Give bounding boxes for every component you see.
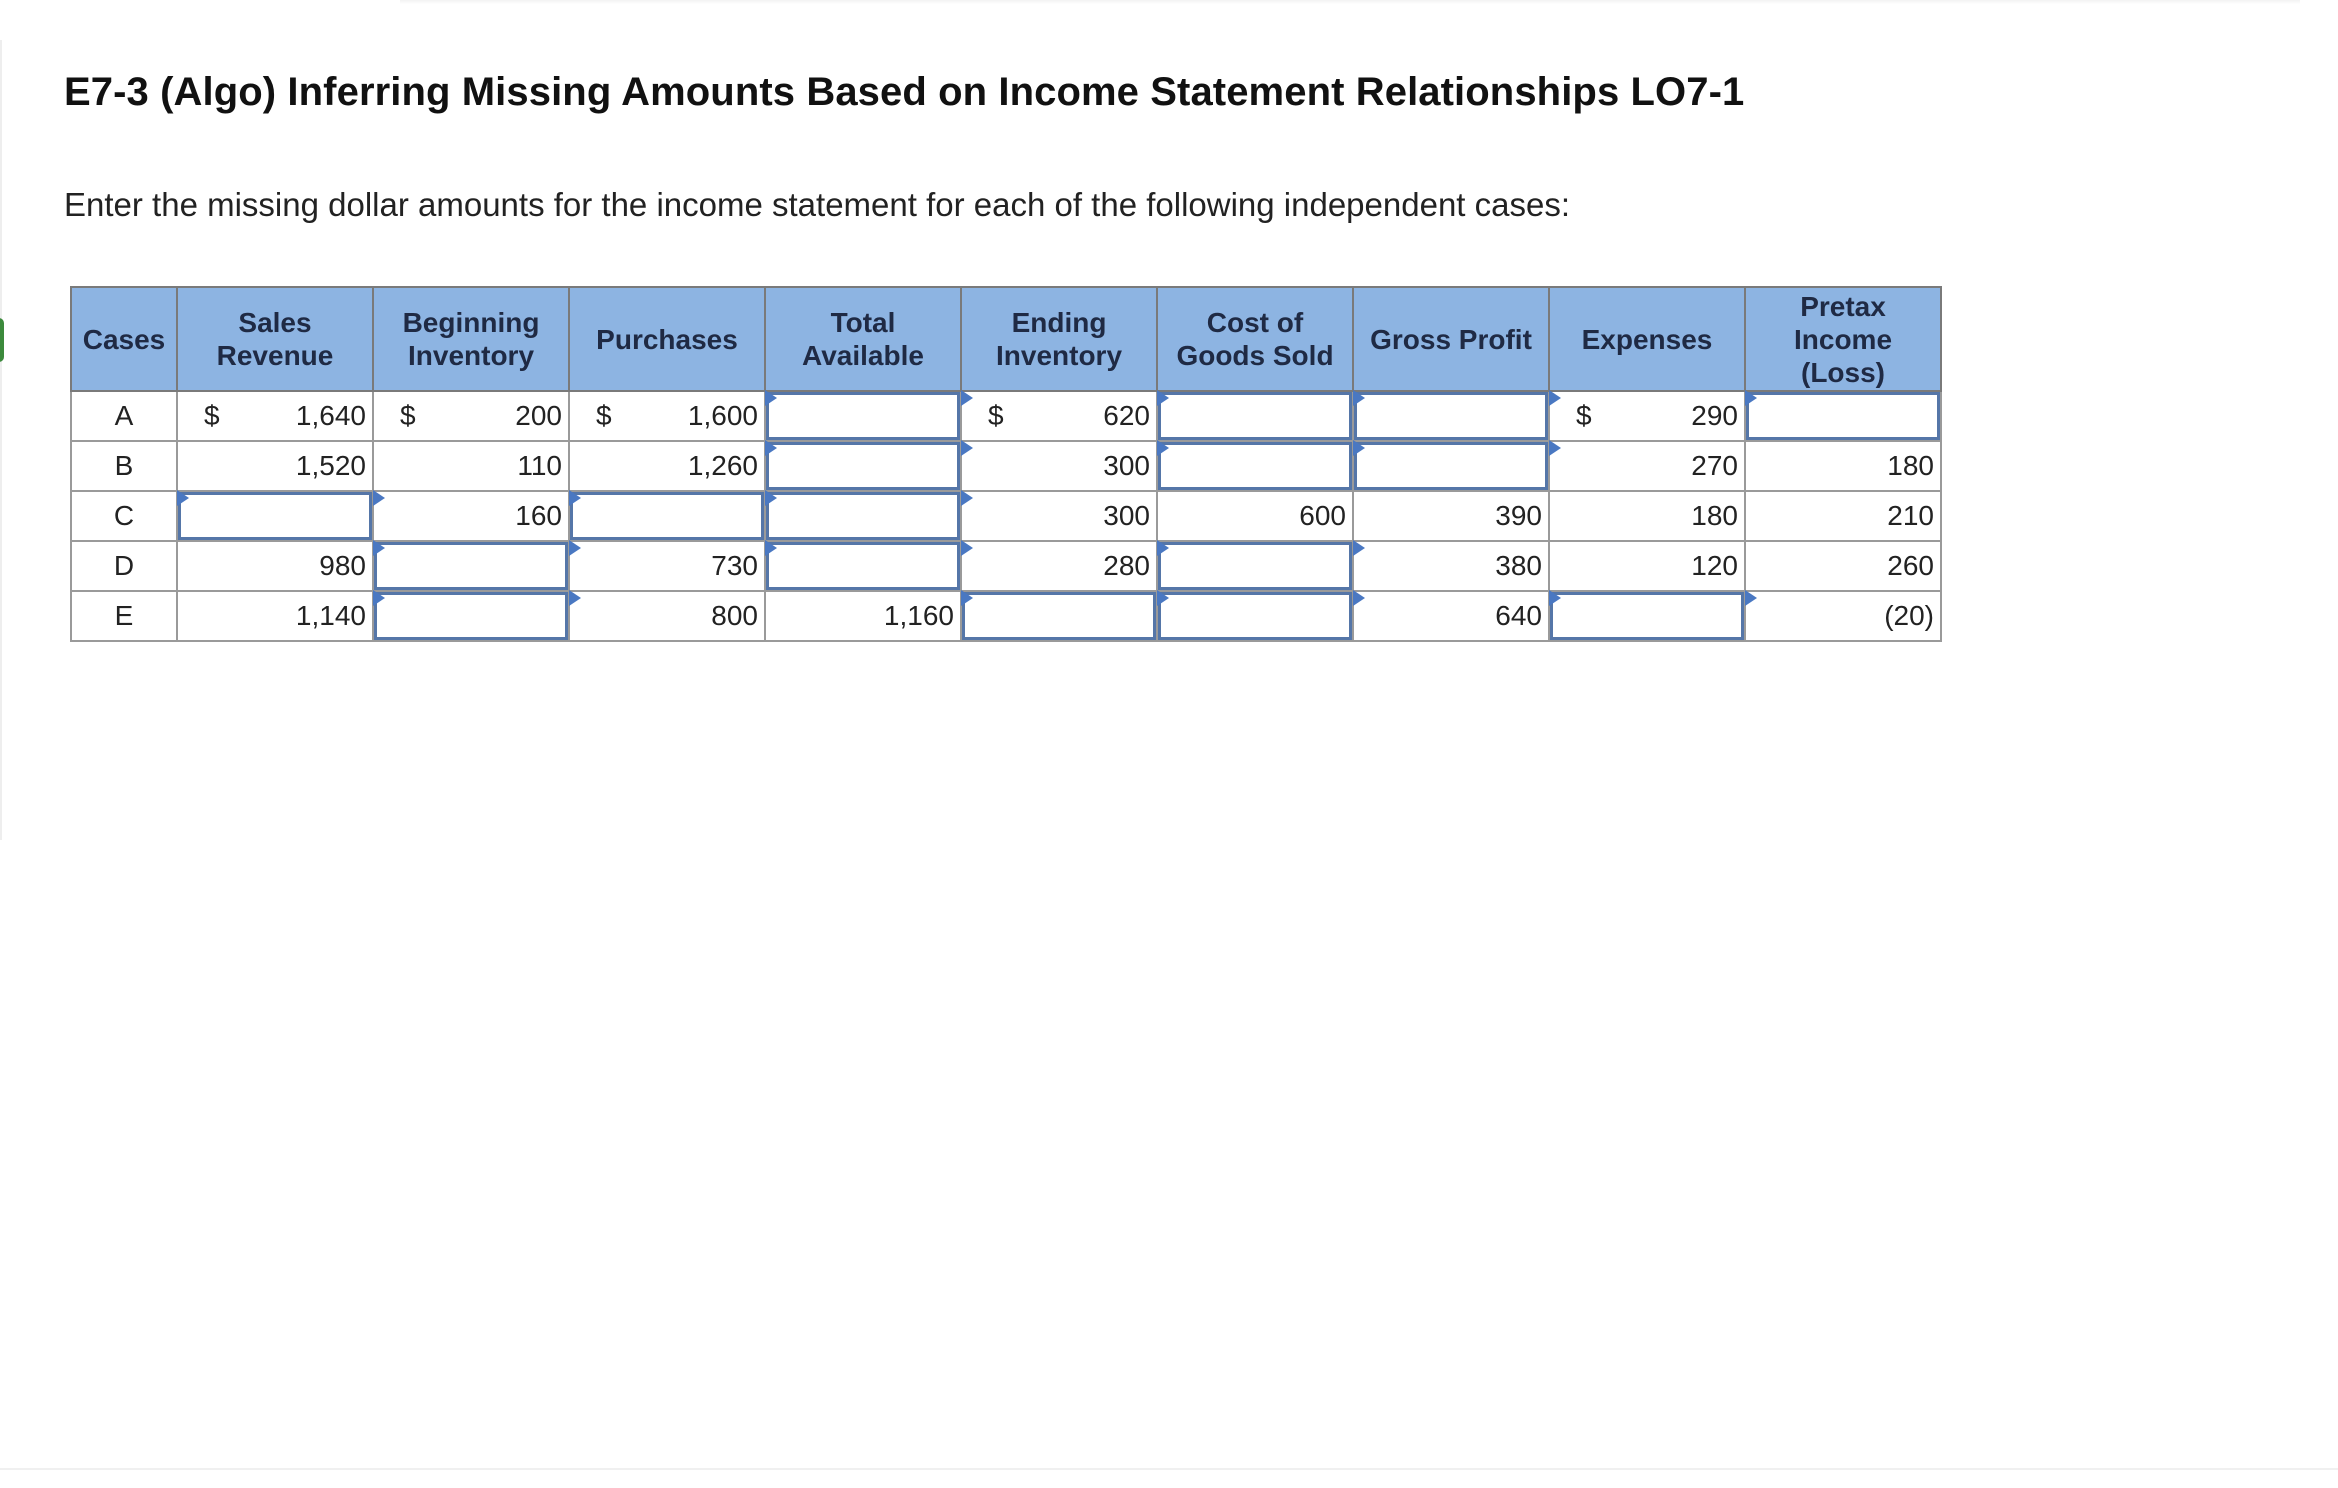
purchases-value: 1,260 (687, 450, 758, 481)
sales-revenue-cell (177, 591, 373, 641)
case-label: D (71, 541, 177, 591)
purchases-input-c[interactable] (570, 492, 764, 540)
header-total-available: Total Available (765, 287, 961, 391)
ending-inventory-value: 300 (1103, 500, 1150, 531)
cell-content (178, 543, 372, 589)
pretax-income-value: 210 (1887, 500, 1934, 531)
table-row (71, 491, 1941, 541)
expenses-value: 270 (1691, 450, 1738, 481)
instructions-text: Enter the missing dollar amounts for the income statement for each of the following independent cases: (64, 186, 1571, 223)
cell-content (1158, 493, 1352, 539)
cell-content (766, 593, 960, 639)
purchases-value: 730 (711, 550, 758, 581)
cell-content (1550, 543, 1744, 589)
pretax-income-input-a[interactable] (1746, 392, 1940, 440)
gross-profit-cell (1353, 391, 1549, 441)
pretax-income-cell (1745, 491, 1941, 541)
gross-profit-cell (1353, 591, 1549, 641)
beginning-inventory-value: 200 (515, 400, 562, 431)
cell-content (1550, 393, 1744, 439)
beginning-inventory-input-d[interactable] (374, 542, 568, 590)
case-label: B (71, 441, 177, 491)
purchases-value: 1,600 (687, 400, 758, 431)
ending-inventory-input-e[interactable] (962, 592, 1156, 640)
header-pretax-income: Pretax Income (Loss) (1745, 287, 1941, 391)
cell-content (570, 443, 764, 489)
cell-content (570, 593, 764, 639)
beginning-inventory-input-e[interactable] (374, 592, 568, 640)
case-label: E (71, 591, 177, 641)
income-statement-worksheet (70, 286, 1942, 642)
gross-profit-cell (1353, 541, 1549, 591)
gross-profit-cell (1353, 441, 1549, 491)
ending-inventory-cell (961, 541, 1157, 591)
expenses-value: 120 (1691, 550, 1738, 581)
cell-content (962, 443, 1156, 489)
sales-revenue-value: 1,640 (295, 400, 366, 431)
cell-content (1550, 493, 1744, 539)
cost-of-goods-sold-input-a[interactable] (1158, 392, 1352, 440)
expenses-cell (1549, 591, 1745, 641)
sales-revenue-cell (177, 441, 373, 491)
cell-content (374, 443, 568, 489)
expenses-cell (1549, 541, 1745, 591)
header-ending-inventory: Ending Inventory (961, 287, 1157, 391)
cell-content (570, 393, 764, 439)
dollar-sign: $ (204, 400, 220, 431)
cell-content (1550, 443, 1744, 489)
cell-content (1746, 593, 1940, 639)
cell-content (962, 493, 1156, 539)
ending-inventory-cell (961, 391, 1157, 441)
progress-marker (0, 318, 4, 362)
cost-of-goods-sold-cell (1157, 541, 1353, 591)
sales-revenue-cell (177, 541, 373, 591)
cell-content (178, 393, 372, 439)
expenses-cell (1549, 441, 1745, 491)
sales-revenue-cell (177, 491, 373, 541)
cost-of-goods-sold-input-e[interactable] (1158, 592, 1352, 640)
bottom-divider (0, 1468, 2338, 1470)
header-expenses: Expenses (1549, 287, 1745, 391)
cell-content (1354, 543, 1548, 589)
header-row (71, 287, 1941, 391)
purchases-cell (569, 491, 765, 541)
cell-content (178, 593, 372, 639)
total-available-cell (765, 541, 961, 591)
pretax-income-value: 260 (1887, 550, 1934, 581)
pretax-income-cell (1745, 391, 1941, 441)
gross-profit-value: 380 (1495, 550, 1542, 581)
table-row (71, 591, 1941, 641)
header-cases: Cases (71, 287, 177, 391)
dollar-sign: $ (400, 400, 416, 431)
cell-content (962, 543, 1156, 589)
gross-profit-value: 390 (1495, 500, 1542, 531)
table-row (71, 541, 1941, 591)
cost-of-goods-sold-cell (1157, 591, 1353, 641)
cell-content (374, 493, 568, 539)
cell-content (1746, 443, 1940, 489)
top-shadow (400, 0, 2300, 4)
header-gross-profit: Gross Profit (1353, 287, 1549, 391)
cost-of-goods-sold-cell (1157, 491, 1353, 541)
gross-profit-input-b[interactable] (1354, 442, 1548, 490)
total-available-cell (765, 491, 961, 541)
cost-of-goods-sold-value: 600 (1299, 500, 1346, 531)
pretax-income-cell (1745, 591, 1941, 641)
total-available-input-d[interactable] (766, 542, 960, 590)
ending-inventory-value: 300 (1103, 450, 1150, 481)
pretax-income-cell (1745, 441, 1941, 491)
header-sales-revenue: Sales Revenue (177, 287, 373, 391)
beginning-inventory-cell (373, 441, 569, 491)
ending-inventory-value: 280 (1103, 550, 1150, 581)
gross-profit-value: 640 (1495, 600, 1542, 631)
gross-profit-input-a[interactable] (1354, 392, 1548, 440)
total-available-value: 1,160 (883, 600, 954, 631)
cell-content (178, 443, 372, 489)
worksheet-body (71, 391, 1941, 641)
expenses-cell (1549, 391, 1745, 441)
purchases-value: 800 (711, 600, 758, 631)
expenses-value: 290 (1691, 400, 1738, 431)
cost-of-goods-sold-cell (1157, 391, 1353, 441)
sales-revenue-value: 1,140 (295, 600, 366, 631)
beginning-inventory-cell (373, 391, 569, 441)
total-available-input-a[interactable] (766, 392, 960, 440)
beginning-inventory-cell (373, 491, 569, 541)
expenses-value: 180 (1691, 500, 1738, 531)
cost-of-goods-sold-input-d[interactable] (1158, 542, 1352, 590)
cell-content (374, 393, 568, 439)
worksheet-header (71, 287, 1941, 391)
total-available-cell (765, 441, 961, 491)
header-cost-of-goods-sold: Cost of Goods Sold (1157, 287, 1353, 391)
cost-of-goods-sold-input-b[interactable] (1158, 442, 1352, 490)
sales-revenue-value: 980 (319, 550, 366, 581)
beginning-inventory-value: 110 (517, 450, 562, 481)
table-row (71, 391, 1941, 441)
left-edge-divider (0, 40, 2, 840)
sales-revenue-cell (177, 391, 373, 441)
ending-inventory-cell (961, 491, 1157, 541)
ending-inventory-cell (961, 441, 1157, 491)
gross-profit-cell (1353, 491, 1549, 541)
ending-inventory-cell (961, 591, 1157, 641)
total-available-cell (765, 391, 961, 441)
total-available-cell (765, 591, 961, 641)
cell-content (1354, 593, 1548, 639)
cell-content (1354, 493, 1548, 539)
pretax-income-cell (1745, 541, 1941, 591)
cost-of-goods-sold-cell (1157, 441, 1353, 491)
table-row (71, 441, 1941, 491)
expenses-input-e[interactable] (1550, 592, 1744, 640)
beginning-inventory-cell (373, 591, 569, 641)
purchases-cell (569, 441, 765, 491)
beginning-inventory-cell (373, 541, 569, 591)
purchases-cell (569, 391, 765, 441)
case-label: A (71, 391, 177, 441)
header-beginning-inventory: Beginning Inventory (373, 287, 569, 391)
dollar-sign: $ (596, 400, 612, 431)
dollar-sign: $ (988, 400, 1004, 431)
expenses-cell (1549, 491, 1745, 541)
pretax-income-value: 180 (1887, 450, 1934, 481)
page-title: E7-3 (Algo) Inferring Missing Amounts Based on Income Statement Relationships LO7-1 (64, 70, 1745, 114)
pretax-income-value: (20) (1884, 600, 1934, 631)
cell-content (1746, 543, 1940, 589)
sales-revenue-input-c[interactable] (178, 492, 372, 540)
cell-content (570, 543, 764, 589)
cell-content (962, 393, 1156, 439)
purchases-cell (569, 591, 765, 641)
dollar-sign: $ (1576, 400, 1592, 431)
beginning-inventory-value: 160 (515, 500, 562, 531)
total-available-input-b[interactable] (766, 442, 960, 490)
case-label: C (71, 491, 177, 541)
cell-content (1746, 493, 1940, 539)
purchases-cell (569, 541, 765, 591)
ending-inventory-value: 620 (1103, 400, 1150, 431)
header-purchases: Purchases (569, 287, 765, 391)
total-available-input-c[interactable] (766, 492, 960, 540)
sales-revenue-value: 1,520 (295, 450, 366, 481)
